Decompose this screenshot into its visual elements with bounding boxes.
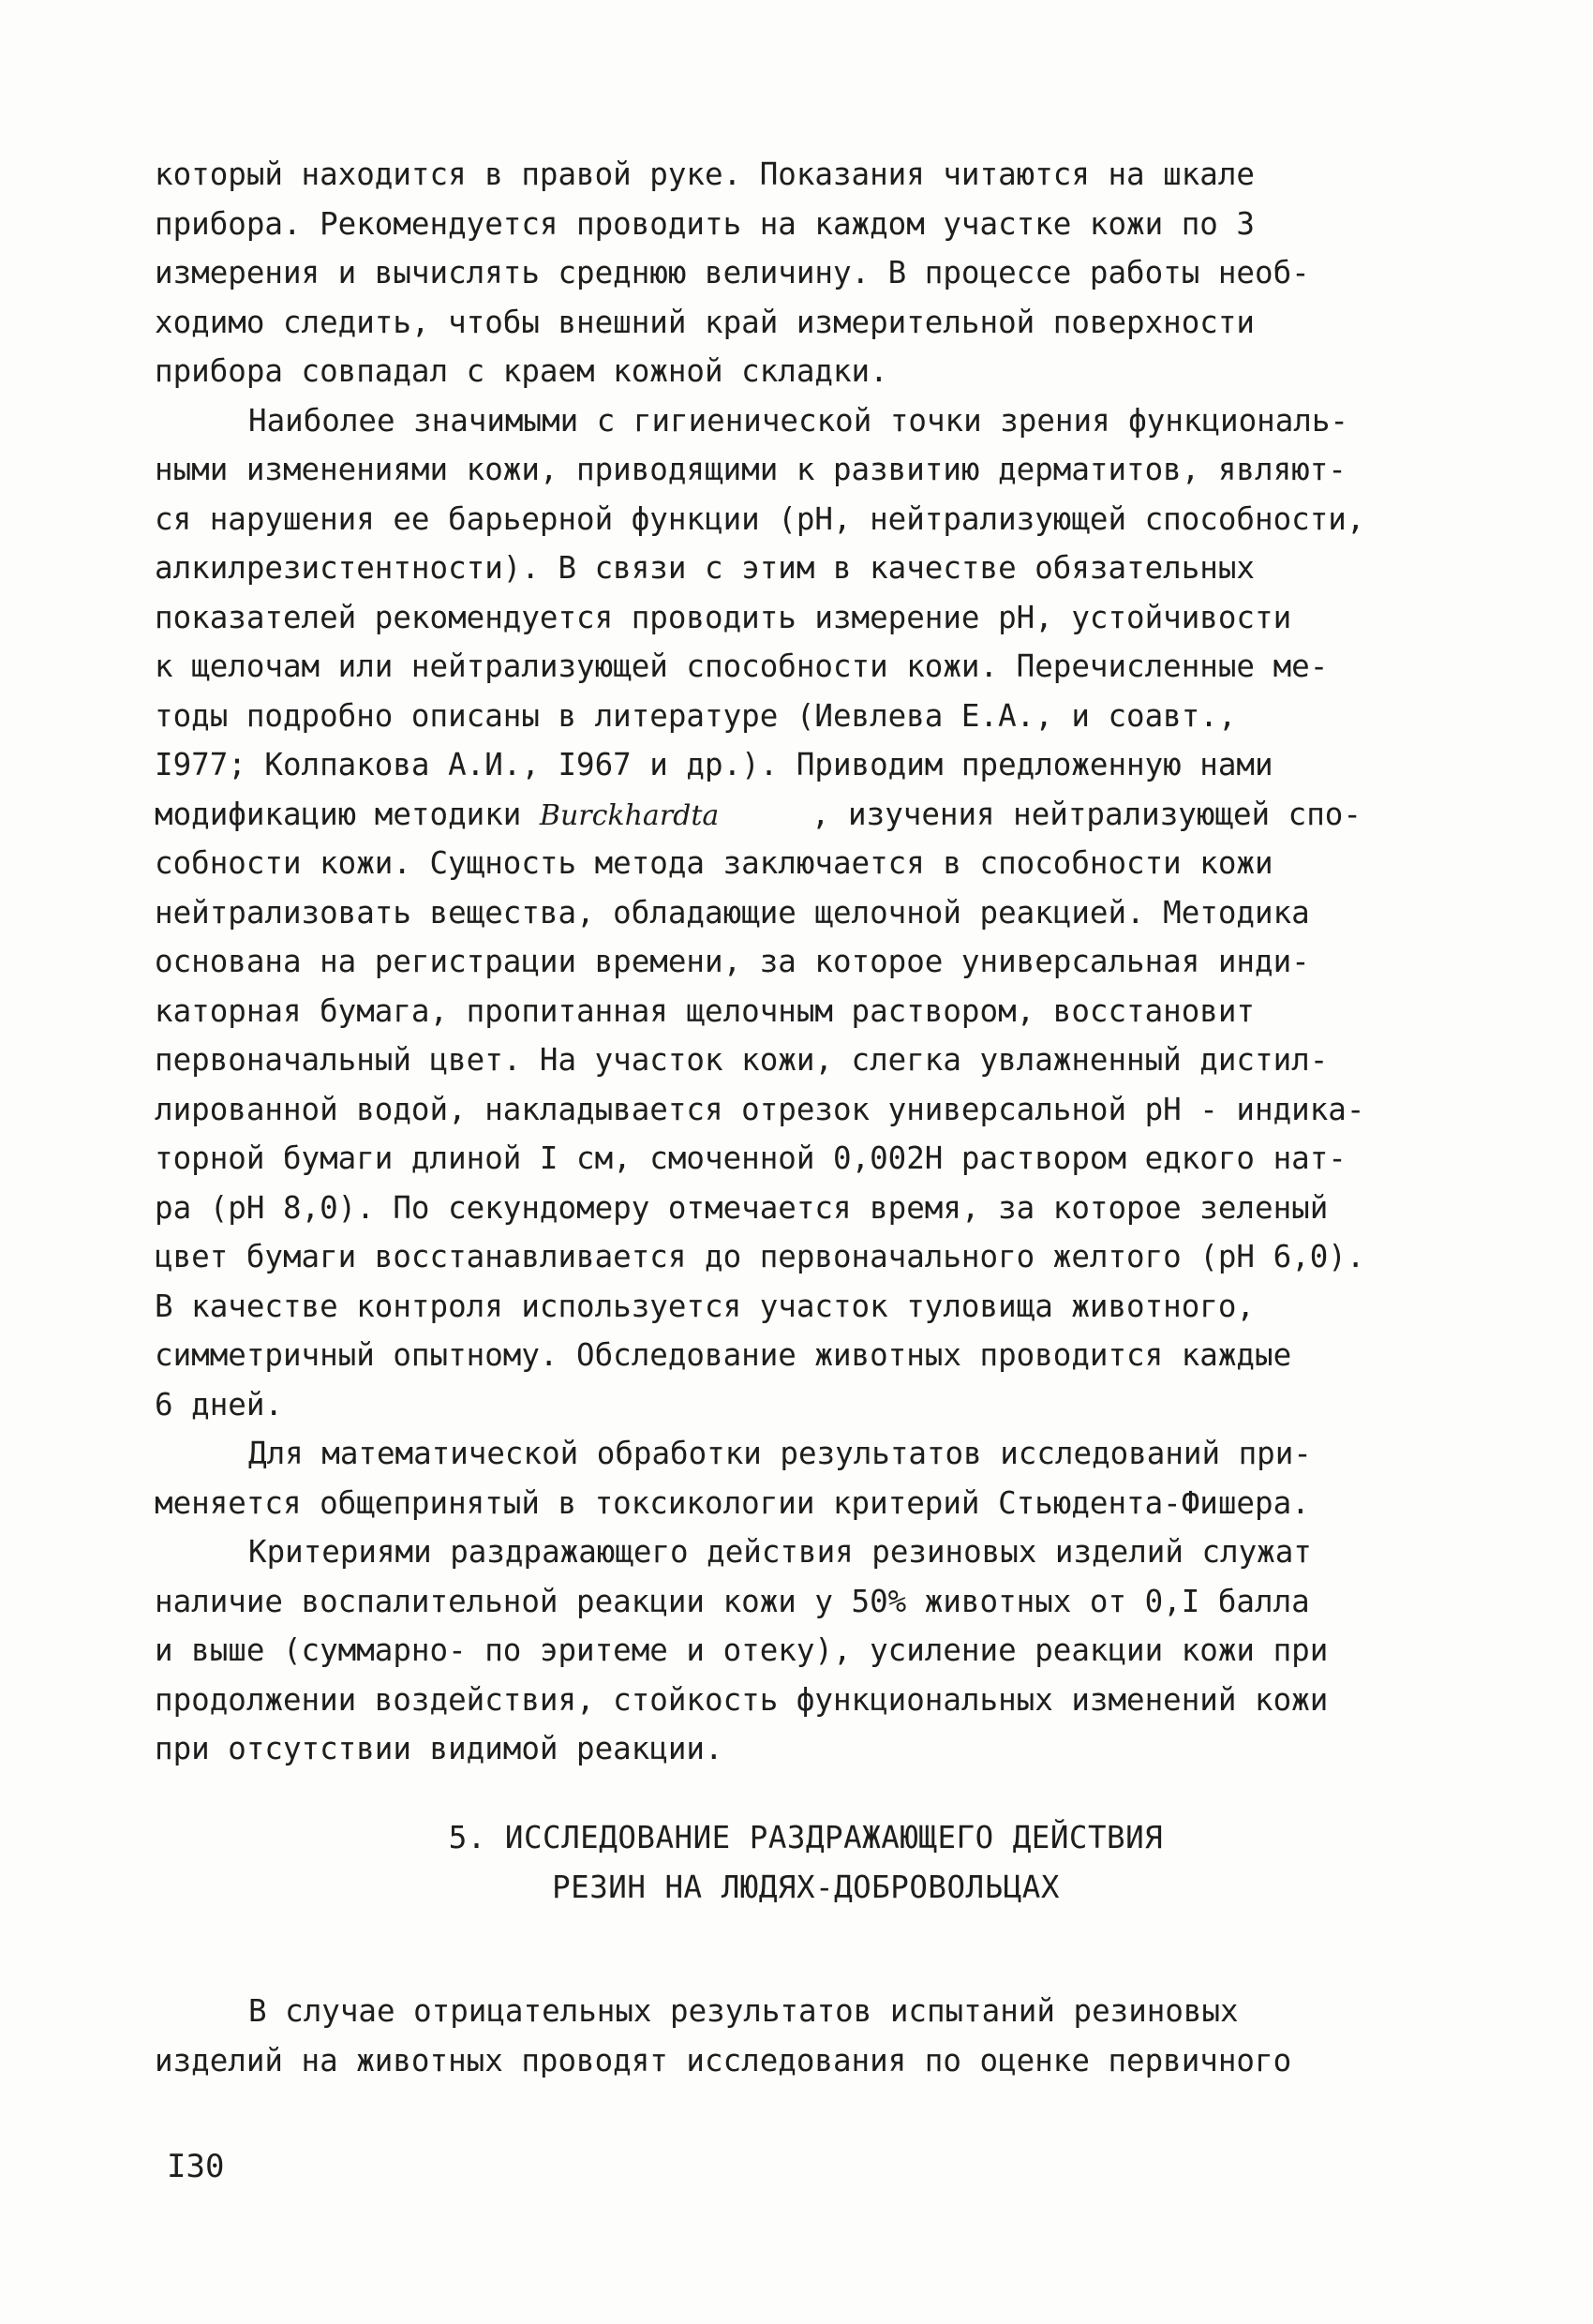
paragraph-first-line: Наиболее значимыми с гигиенической точки зрения функциональ- — [248, 402, 1348, 439]
paragraph-first-line: Критериями раздражающего действия резиновых изделий служат — [248, 1534, 1312, 1570]
text-line: при отсутствии видимой реакции. — [155, 1731, 723, 1766]
text-line: и выше (суммарно- по эритеме и отеку), усиление реакции кожи при — [155, 1632, 1329, 1668]
text-line: меняется общепринятый в токсикологии критерий Стьюдента-Фишера. — [155, 1484, 1310, 1521]
text-line: ными изменениями кожи, приводящими к развитию дерматитов, являют- — [155, 452, 1347, 487]
body-text — [155, 150, 1457, 1774]
text-line: цвет бумаги восстанавливается до первоначального желтого (pH 6,0). — [155, 1239, 1365, 1274]
text-line: к щелочам или нейтрализующей способности кожи. Перечисленные ме- — [155, 648, 1329, 684]
text-line: В качестве контроля используется участок туловища животного, — [155, 1288, 1255, 1324]
paragraph-first-line: В случае отрицательных результатов испытаний резиновых — [248, 1993, 1239, 2029]
paragraph-first-line: Для математической обработки результатов исследований при- — [248, 1436, 1312, 1471]
text-line: тоды подробно описаны в литературе (Иевлева Е.А., и соавт., — [155, 697, 1237, 734]
text-line: первоначальный цвет. На участок кожи, слегка увлажненный дистил- — [155, 1042, 1329, 1078]
text-line: прибора совпадал с краем кожной складки. — [155, 353, 888, 389]
text-line: прибора. Рекомендуется проводить на каждом участке кожи по 3 — [155, 205, 1255, 242]
body-text-continued — [155, 1987, 1457, 2085]
text-line: показателей рекомендуется проводить измерение pH, устойчивости — [155, 599, 1292, 635]
text-fragment: , изучения нейтрализующей спо- — [811, 796, 1362, 832]
text-line: I977; Колпакова А.И., I967 и др.). Приводим предложенную нами — [155, 747, 1273, 782]
text-fragment: модификацию методики — [155, 796, 522, 832]
text-line: изделий на животных проводят исследования по оценке первичного — [155, 2042, 1292, 2078]
text-line: 6 дней. — [155, 1386, 283, 1423]
text-line: основана на регистрации времени, за которое универсальная инди- — [155, 944, 1310, 979]
text-line: наличие воспалительной реакции кожи у 50% животных от 0,I балла — [155, 1583, 1310, 1619]
text-line: симметричный опытному. Обследование животных проводится каждые — [155, 1337, 1292, 1373]
text-line: собности кожи. Сущность метода заключается в способности кожи — [155, 845, 1273, 881]
text-line: алкилрезистентности). В связи с этим в качестве обязательных — [155, 550, 1255, 586]
text-line: ходимо следить, чтобы внешний край измерительной поверхности — [155, 304, 1255, 340]
text-line-with-handwriting — [155, 790, 1457, 840]
text-line: продолжении воздействия, стойкость функциональных изменений кожи — [155, 1681, 1329, 1718]
text-line: ся нарушения ее барьерной функции (pH, нейтрализующей способности, — [155, 500, 1365, 537]
text-line: который находится в правой руке. Показания читаются на шкале — [155, 156, 1255, 192]
text-line: лированной водой, накладывается отрезок универсальной pH - индика- — [155, 1091, 1365, 1127]
text-line: ра (pH 8,0). По секундомеру отмечается время, за которое зеленый — [155, 1189, 1329, 1226]
text-line: нейтрализовать вещества, обладающие щелочной реакцией. Методика — [155, 894, 1310, 931]
page-number: I30 — [167, 2148, 225, 2185]
section-heading — [155, 1813, 1457, 1912]
section-heading-line: 5. ИССЛЕДОВАНИЕ РАЗДРАЖАЮЩЕГО ДЕЙСТВИЯ — [448, 1820, 1164, 1855]
section-heading-line: РЕЗИН НА ЛЮДЯХ-ДОБРОВОЛЬЦАХ — [552, 1869, 1060, 1905]
text-line: каторная бумага, пропитанная щелочным раствором, восстановит — [155, 992, 1255, 1029]
handwritten-author-name: Burckhardta — [539, 798, 720, 832]
text-line: измерения и вычислять среднюю величину. В процессе работы необ- — [155, 255, 1310, 290]
text-line: торной бумаги длиной I см, смоченной 0,002Н раствором едкого нат- — [155, 1140, 1347, 1176]
